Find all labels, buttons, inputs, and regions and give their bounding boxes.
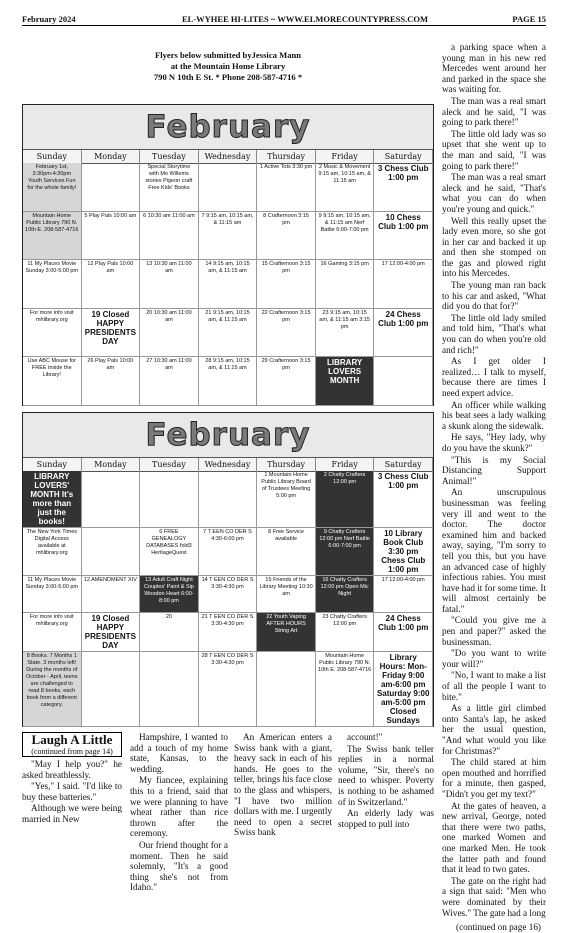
cell-text: 10 Library Book Club 3:30 pm Chess Club 1:00 pm bbox=[381, 529, 426, 574]
cell-text: 21 9:15 am, 10:15 am, & 11:15 am bbox=[205, 309, 250, 323]
calendar-banner bbox=[23, 105, 433, 149]
cell-text: 17 12:00-4:00 pm bbox=[381, 577, 425, 583]
header-page: PAGE 15 bbox=[512, 14, 546, 24]
cell-text: The New York Times Digital Access available at mhlibrary.org bbox=[26, 529, 77, 556]
article-paragraph: The child stared at him open mouthed and horrified for a minute, then gasped, "Didn't you get my text?" bbox=[442, 757, 546, 799]
article-paragraph: My fiancee, explaining this to a friend, said that we were planning to have wheat rather than rice thrown after the ceremony. bbox=[130, 775, 228, 839]
article-paragraph: a parking space when a young man in his new red Mercedes went around her and parked in the space she was waiting for. bbox=[442, 42, 546, 95]
article-paragraph: An American enters a Swiss bank with a giant, heavy sack in each of his hands. He goes to the teller, brings his face close to the glass and whispers, "I have two million dollars with me. I urgently need to open a secret Swiss bank bbox=[234, 732, 332, 838]
cell-text: 24 Chess Club 1:00 pm bbox=[378, 614, 429, 632]
cell-text: 16 Gaming 3:15 pm bbox=[320, 261, 369, 268]
calendar-cell bbox=[23, 357, 82, 406]
cell-text: 9 Chatty Crafters 12:00 pm Nerf Battle 6:00-7:00 pm bbox=[319, 529, 370, 549]
calendar-cell bbox=[82, 357, 141, 406]
cell-text: LIBRARY LOVERS' MONTH It's more than just the books! bbox=[30, 472, 74, 526]
calendar-cell bbox=[257, 613, 316, 652]
cell-text: 10 Chess Club 1:00 pm bbox=[378, 212, 429, 231]
flyer-line2: at the Mountain Home Library bbox=[170, 61, 286, 71]
article-paragraph: Our friend thought for a moment. Then he said solemnly, "It's a good thing she's not from Idaho." bbox=[130, 839, 228, 893]
weekday-thursday: Thursday bbox=[257, 150, 316, 163]
calendar-cell bbox=[316, 309, 375, 358]
cell-text: 15 Crafternoon 3:15 pm bbox=[261, 261, 311, 275]
calendar-title: February bbox=[145, 417, 311, 453]
page-header bbox=[22, 14, 546, 26]
calendar-cell bbox=[374, 613, 433, 652]
calendar-cell bbox=[199, 528, 258, 576]
calendar-cell bbox=[23, 471, 82, 528]
calendar-cell bbox=[199, 357, 258, 406]
weekday-friday: Friday bbox=[316, 150, 375, 163]
cell-text: Use ABC Mouse for FREE inside the Library! bbox=[27, 358, 76, 379]
calendar-cell bbox=[257, 357, 316, 406]
calendar-cell bbox=[23, 212, 82, 261]
cell-text: 6 10:30 am 11:00 am bbox=[143, 212, 195, 219]
cell-text: LIBRARY LOVERS MONTH bbox=[327, 358, 363, 386]
bottom-col-3 bbox=[234, 732, 332, 864]
article-paragraph: The gate on the right had a sign that said: "Men who were dominated by their Wives." The gate had a long bbox=[442, 875, 546, 918]
weekday-sunday: Sunday bbox=[23, 458, 82, 471]
calendar-cell bbox=[374, 471, 433, 528]
cell-text: 19 Closed HAPPY PRESIDENTS DAY bbox=[84, 309, 136, 346]
weekday-row bbox=[23, 149, 433, 164]
bottom-col-1 bbox=[22, 732, 122, 864]
calendar-cell bbox=[199, 652, 258, 727]
calendar-cell bbox=[316, 613, 375, 652]
article-paragraph: The man was a real smart aleck and he said, "That's what you can do when you're young and quick." bbox=[442, 172, 546, 214]
calendar-cell bbox=[82, 163, 141, 212]
article-paragraph: "Do you want to write your will?" bbox=[442, 648, 546, 669]
section-title: Laugh A Little bbox=[31, 732, 113, 747]
weekday-sunday: Sunday bbox=[23, 150, 82, 163]
cell-text: 20 bbox=[165, 614, 172, 620]
cell-text: 24 Chess Club 1:00 pm bbox=[378, 309, 429, 328]
calendar-cell bbox=[140, 652, 199, 727]
calendar-cell bbox=[140, 471, 199, 528]
article-paragraph: Hampshire, I wanted to add a touch of my home state, Kansas, to the wedding. bbox=[130, 732, 228, 774]
calendar-adult bbox=[22, 412, 434, 727]
calendar-cell bbox=[199, 163, 258, 212]
calendar-grid bbox=[23, 163, 433, 406]
calendar-cell bbox=[374, 260, 433, 309]
cell-text: 28 9:15 am, 10:15 am, & 11:15 am bbox=[205, 358, 250, 372]
cell-text: 23 9:15 am, 10:15 am, & 11:15 am 3:15 pm bbox=[319, 309, 370, 330]
article-paragraph: "Could you give me a pen and paper?" asked the businessman. bbox=[442, 615, 546, 647]
weekday-tuesday: Tuesday bbox=[140, 150, 199, 163]
cell-text: Library Hours: Mon-Friday 9:00 am-6:00 pm Saturday 9:00 am-5:00 pm Closed Sundays bbox=[376, 653, 430, 725]
calendar-cell bbox=[140, 357, 199, 406]
cell-text: 23 Chatty Crafters 12:00 pm bbox=[322, 614, 367, 627]
cell-text: Special Storytime with Mo Willems stories Pigeon craft Free Kids' Books bbox=[145, 164, 193, 191]
cell-text: 3 Chess Club 1:00 pm bbox=[377, 164, 429, 182]
calendar-cell bbox=[316, 260, 375, 309]
weekday-saturday: Saturday bbox=[374, 150, 433, 163]
cell-text: 11 My Places Movie Sunday 3:00-5:00 pm bbox=[25, 577, 79, 590]
article-paragraph: An elderly lady was stopped to pull into bbox=[338, 808, 434, 829]
article-paragraph: The little old lady smiled and told him, "That's what you can do when you're old and rich!" bbox=[442, 312, 546, 355]
calendar-cell bbox=[316, 652, 375, 727]
cell-text: 22 Crafternoon 3:15 pm bbox=[261, 309, 311, 323]
calendar-cell bbox=[82, 652, 141, 727]
cell-text: 27 10:30 am 11:00 am bbox=[146, 358, 192, 372]
cell-text: 3 Chess Club 1:00 pm bbox=[377, 472, 429, 490]
calendar-cell bbox=[82, 613, 141, 652]
calendar-cell bbox=[23, 528, 82, 576]
calendar-cell bbox=[316, 212, 375, 261]
section-subtitle: (continued from page 14) bbox=[31, 747, 113, 756]
article-paragraph: The Swiss bank teller replies in a normal volume, "Sir, there's no need to whisper. Poverty is nothing to be ashamed of in Switzerland." bbox=[338, 743, 434, 807]
cell-text: 9 9:15 am, 10:15 am, & 11:15 am Nerf Battle 6:00-7:00 pm bbox=[318, 212, 371, 233]
article-paragraph: As I get older I realized… I talk to myself, because there are times I need expert advice. bbox=[442, 356, 546, 398]
calendar-cell bbox=[257, 309, 316, 358]
article-paragraph: At the gates of heaven, a new arrival, George, noted that there were two paths, one marked Women and one marked Men. He took the latter path and found that it lead to two gates. bbox=[442, 800, 546, 875]
bottom-col-4 bbox=[338, 732, 434, 864]
article-paragraph: An unscrupulous businessman was feeling very ill and went to the doctor. The doctor examined him and backed away, saying, "I'm sorry to tell you this, but you have an advanced case of highly infectious rabies. You must have had it for some time. It will almost certainly be fatal." bbox=[442, 487, 546, 614]
weekday-friday: Friday bbox=[316, 458, 375, 471]
cell-text: 14 9:15 am, 10:15 am, & 11:15 am bbox=[205, 261, 250, 275]
cell-text: 20 10:30 am 11:00 am bbox=[146, 309, 192, 323]
cell-text: 1 Active Tots 3:30 pm bbox=[259, 164, 313, 170]
calendar-cell bbox=[374, 528, 433, 576]
cell-text: 8 Free Service available bbox=[268, 529, 304, 542]
calendar-cell bbox=[140, 163, 199, 212]
cell-text: 5 Play Pals 10:00 am bbox=[84, 212, 137, 219]
calendar-cell bbox=[257, 471, 316, 528]
article-paragraph: "No, I want to make a list of all the people I want to bite." bbox=[442, 670, 546, 702]
cell-text: Mountain Home Public Library 790 N. 10th E. 208-587-4716 bbox=[25, 212, 79, 233]
cell-text: 7 9:15 am, 10:15 am, & 11:15 am bbox=[201, 212, 254, 226]
article-paragraph: He says, "Hey lady, why do you have the skunk?" bbox=[442, 432, 546, 453]
calendar-cell bbox=[316, 576, 375, 613]
cell-text: 2 Chatty Crafters 12:00 pm bbox=[323, 472, 366, 485]
flyer-line3: 790 N 10th E St. * Phone 208-587-4716 * bbox=[153, 72, 303, 82]
calendar-cell bbox=[82, 528, 141, 576]
calendar-cell bbox=[316, 528, 375, 576]
bottom-col-2 bbox=[130, 732, 228, 893]
header-title: EL-WYHEE HI-LITES ~ WWW.ELMORECOUNTYPRESS.COM bbox=[182, 14, 429, 24]
article-paragraph: An officer while walking his beat sees a lady walking a skunk along the sidewalk. bbox=[442, 399, 546, 431]
cell-text: 29 Crafternoon 3:15 pm bbox=[261, 358, 311, 372]
article-paragraph: "Yes," I said. "I'd like to buy these batteries." bbox=[22, 781, 122, 802]
calendar-cell bbox=[374, 652, 433, 727]
article-paragraph: account!" bbox=[347, 732, 383, 742]
weekday-tuesday: Tuesday bbox=[140, 458, 199, 471]
cell-text: 28 T EEN CO DER S 3:30-4:30 pm bbox=[201, 653, 254, 666]
cell-text: 2 Music & Movement 9:15 am, 10:15 am, & 11:15 am bbox=[318, 164, 371, 184]
calendar-cell bbox=[140, 576, 199, 613]
article-paragraph: The young man ran back to his car and asked, "What did you do that for?" bbox=[442, 280, 546, 312]
calendar-cell bbox=[374, 309, 433, 358]
calendar-cell bbox=[23, 576, 82, 613]
weekday-wednesday: Wednesday bbox=[199, 458, 258, 471]
calendar-cell bbox=[374, 212, 433, 261]
article-paragraph: The man was a real smart aleck and he said, "I was going to park there!" bbox=[442, 95, 546, 128]
cell-text: 6 FREE GENEALOGY DATABASES fold3 HeritageQuest bbox=[146, 529, 192, 556]
calendar-cell bbox=[199, 471, 258, 528]
calendar-cell bbox=[199, 576, 258, 613]
cell-text: 8 Books. 7 Months 1 State. 3 months left! During the months of October - April, teens are challenged to read 8 books, each book from a different category. bbox=[25, 653, 78, 708]
flyer-credit bbox=[22, 42, 434, 104]
calendar-cell bbox=[23, 309, 82, 358]
calendar-cell bbox=[23, 652, 82, 727]
cell-text: 16 Chatty Crafters 12:00 pm Open Mic Night bbox=[320, 577, 369, 597]
calendar-cell bbox=[82, 212, 141, 261]
weekday-row bbox=[23, 457, 433, 472]
calendar-banner bbox=[23, 413, 433, 457]
weekday-wednesday: Wednesday bbox=[199, 150, 258, 163]
article-paragraph: Although we were being married in New bbox=[22, 803, 122, 824]
right-column bbox=[442, 42, 546, 933]
calendar-cell bbox=[316, 163, 375, 212]
cell-text: 11 My Places Movie Sunday 3:00-5:00 pm bbox=[25, 261, 79, 275]
weekday-thursday: Thursday bbox=[257, 458, 316, 471]
calendar-cell bbox=[257, 260, 316, 309]
cell-text: 13 10:30 am 11:00 am bbox=[146, 261, 192, 275]
calendar-cell bbox=[257, 528, 316, 576]
calendar-cell bbox=[140, 613, 199, 652]
cell-text: 12 AMENDMENT XIV bbox=[83, 577, 137, 583]
cell-text: 12 Play Pals 10:00 am bbox=[87, 261, 134, 275]
cell-text: 7 T EEN CO DER S 4:30-6:00 pm bbox=[203, 529, 252, 542]
weekday-saturday: Saturday bbox=[374, 458, 433, 471]
calendar-cell bbox=[140, 528, 199, 576]
calendar-cell bbox=[23, 613, 82, 652]
calendar-cell bbox=[316, 471, 375, 528]
cell-text: 14 T EEN CO DER S 3:30-4:30 pm bbox=[201, 577, 254, 590]
flyer-line1: Flyers below submitted byJessica Mann bbox=[154, 50, 302, 60]
article-paragraph: Well this really upset the lady even more, so she got in her car and backed it up and then she stomped on the gas and plowed right into his Mercedes. bbox=[442, 215, 546, 279]
cell-text: 19 Closed HAPPY PRESIDENTS DAY bbox=[84, 614, 136, 650]
header-date: February 2024 bbox=[22, 14, 76, 24]
section-title-box bbox=[22, 732, 122, 757]
calendar-cell bbox=[199, 212, 258, 261]
calendar-cell bbox=[316, 357, 375, 406]
calendar-cell bbox=[82, 576, 141, 613]
cell-text: February 1st, 3:30pm-4:30pm Youth Services Fun for the whole family! bbox=[27, 164, 77, 191]
cell-text: 13 Adult Craft Night Couples' Paint & Sip Wooden Heart 6:00-8:00 pm bbox=[143, 577, 194, 604]
calendar-cell bbox=[257, 163, 316, 212]
calendar-cell bbox=[23, 260, 82, 309]
cell-text: 26 Play Pals 10:00 am bbox=[87, 358, 134, 372]
calendar-title: February bbox=[145, 109, 311, 145]
cell-text: For more info visit mhlibrary.org bbox=[29, 309, 74, 323]
calendar-youth bbox=[22, 104, 434, 406]
calendar-cell bbox=[82, 260, 141, 309]
article-paragraph: The little old lady was so upset that she went up to the man and said, "I was going to park there!" bbox=[442, 128, 546, 171]
calendar-grid bbox=[23, 471, 433, 727]
cell-text: Mountain Home Public Library 790 N. 10th E. 208-587-4716 bbox=[318, 653, 372, 673]
cell-text: 21 T EEN CO DER S 3:30-4:30 pm bbox=[201, 614, 254, 627]
article-paragraph: "May I help you?" he asked breathlessly. bbox=[22, 759, 122, 780]
calendar-cell bbox=[140, 212, 199, 261]
article-paragraph: As a little girl climbed onto Santa's lap, he asked her the usual question, "And what would you like for Christmas?" bbox=[442, 703, 546, 756]
calendar-cell bbox=[374, 357, 433, 406]
calendar-cell bbox=[140, 309, 199, 358]
weekday-monday: Monday bbox=[82, 458, 141, 471]
calendar-cell bbox=[257, 652, 316, 727]
cell-text: 17 12:00-4:00 pm bbox=[381, 261, 425, 268]
calendar-cell bbox=[257, 212, 316, 261]
article-paragraph: "This is my Social Distancing Support Animal!" bbox=[442, 454, 546, 486]
calendar-cell bbox=[199, 260, 258, 309]
calendar-cell bbox=[82, 309, 141, 358]
calendar-cell bbox=[199, 309, 258, 358]
calendar-cell bbox=[23, 163, 82, 212]
article-paragraph: (continued on page 16) bbox=[456, 922, 541, 933]
calendar-cell bbox=[199, 613, 258, 652]
calendar-cell bbox=[82, 471, 141, 528]
cell-text: 1 Mountain Home Public Library Board of Trustees Meeting 5:00 pm bbox=[261, 472, 311, 499]
calendar-cell bbox=[374, 163, 433, 212]
cell-text: 15 Friends of the Library Meeting 10:30 am bbox=[259, 577, 313, 597]
calendar-cell bbox=[257, 576, 316, 613]
cell-text: For more info visit mhlibrary.org bbox=[29, 614, 74, 627]
weekday-monday: Monday bbox=[82, 150, 141, 163]
cell-text: 22 Youth Vaping AFTER HOURS String Art bbox=[266, 614, 306, 634]
calendar-cell bbox=[374, 576, 433, 613]
calendar-cell bbox=[140, 260, 199, 309]
cell-text: 8 Crafternoon 3:15 pm bbox=[263, 212, 309, 226]
